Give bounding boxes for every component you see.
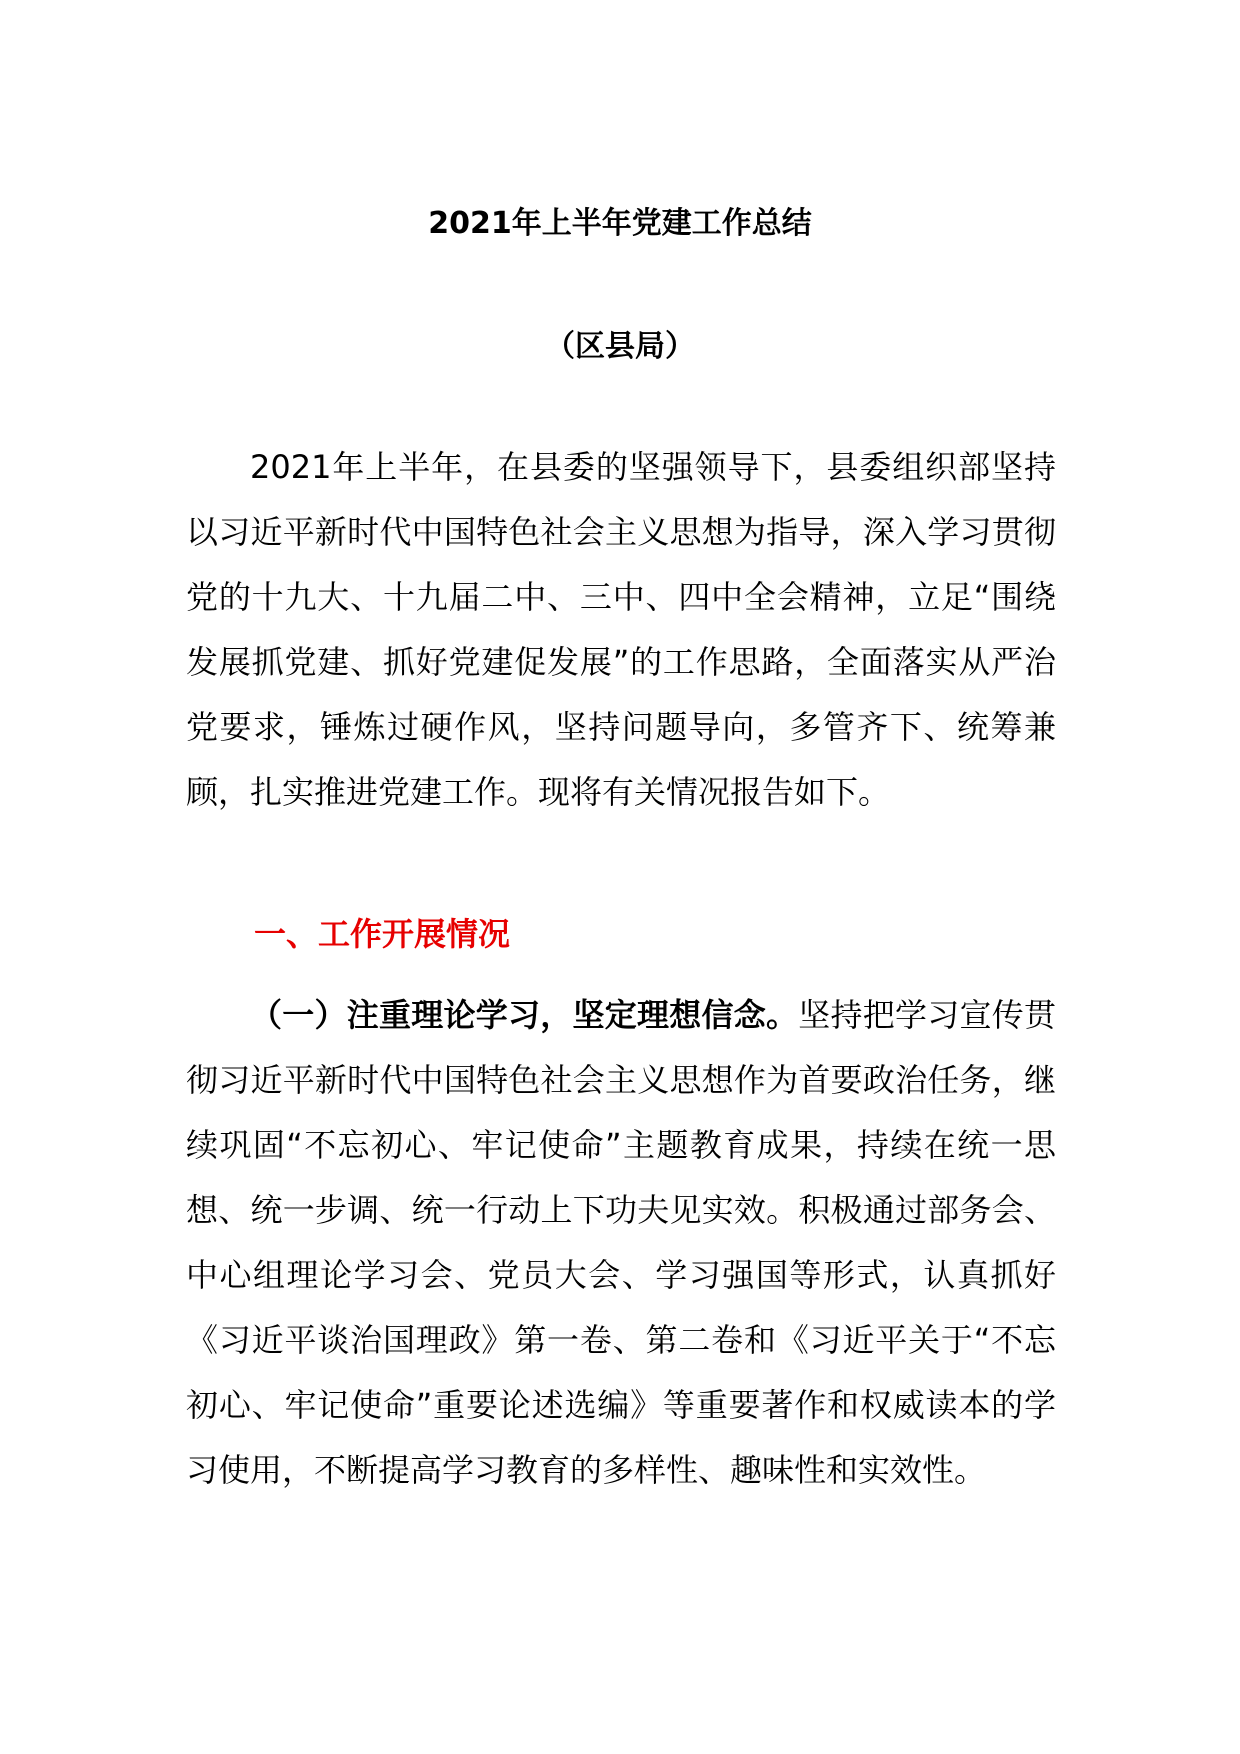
document-title: 2021年上半年党建工作总结	[428, 206, 812, 241]
subsection-text: 坚持把学习宣传贯彻习近平新时代中国特色社会主义思想作为首要政治任务，继续巩固“不忘初心、牢记使命”主题教育成果，持续在统一思想、统一步调、统一行动上下功夫见实效。积极通过部务会、中心组理论学习会、党员大会、学习强国等形式，认真抓好《习近平谈治国理政》第一卷、第二卷和《习近平关于“不忘初心、牢记使命”重要论述选编》等重要著作和权威读本的学习使用，不断提高学习教育的多样性、趣味性和实效性。	[186, 996, 1056, 1489]
document-subtitle: （区县局）	[545, 329, 695, 364]
subsection-paragraph	[186, 983, 1056, 1503]
subsection-lead: （一）注重理论学习，坚定理想信念。	[250, 996, 799, 1034]
intro-paragraph: 2021年上半年，在县委的坚强领导下，县委组织部坚持以习近平新时代中国特色社会主义思想为指导，深入学习贯彻党的十九大、十九届二中、三中、四中全会精神，立足“围绕发展抓党建、抓好党建促发展”的工作思路，全面落实从严治党要求，锤炼过硬作风，坚持问题导向，多管齐下、统筹兼顾，扎实推进党建工作。现将有关情况报告如下。	[186, 448, 1056, 811]
section-heading: 一、工作开展情况	[254, 915, 511, 953]
